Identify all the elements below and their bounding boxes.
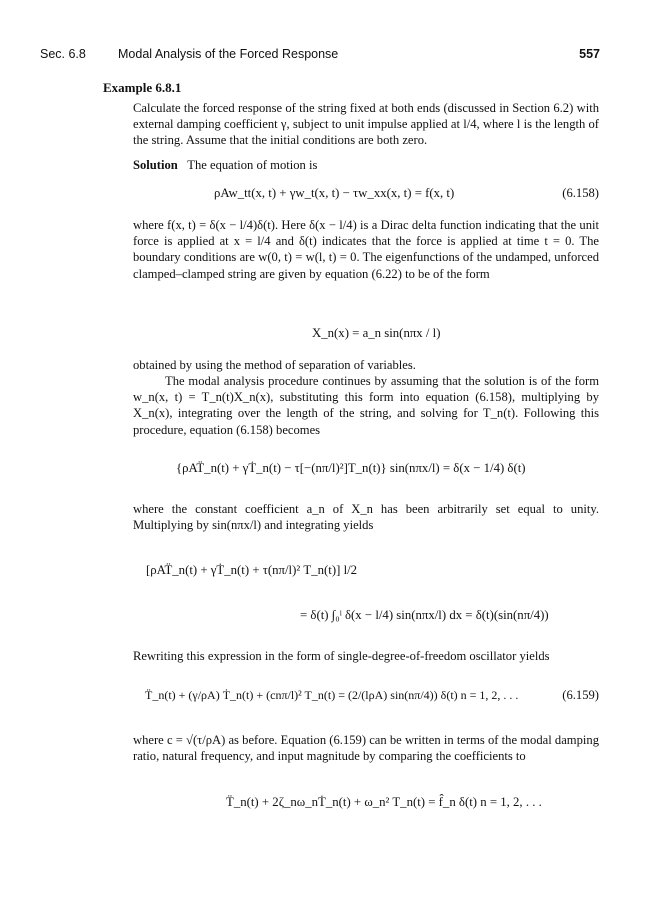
solution-line bbox=[133, 157, 599, 173]
paragraph-forcing-definition: where f(x, t) = δ(x − l/4)δ(t). Here δ(x − l/4) is a Dirac delta function indicating that the unit force is applied at x = l/4 and δ(t) indicates that the force is applied at time t = 0. The boundary conditions are w(0, t) = w(l, t) = 0. The eigenfunctions of the undamped, unforced clamped–clamped string are given by equation (6.22) to be of the form bbox=[133, 218, 599, 281]
solution-label: Solution bbox=[133, 158, 178, 172]
equation-6-159: T̈_n(t) + (γ/ρA) Ṫ_n(t) + (cnπ/l)² T_n(t) = (2/(lρA) sin(nπ/4)) δ(t) n = 1, 2, . . . bbox=[145, 688, 519, 702]
paragraph-rewriting: Rewriting this expression in the form of single-degree-of-freedom oscillator yields bbox=[133, 649, 550, 663]
equation-6-158: ρAw_tt(x, t) + γw_t(x, t) − τw_xx(x, t) = f(x, t) bbox=[214, 186, 455, 200]
paragraph-wave-speed: where c = √(τ/ρA) as before. Equation (6.159) can be written in terms of the modal damping ratio, natural frequency, and input magnitude by comparing the coefficients to bbox=[133, 733, 599, 764]
running-header bbox=[40, 47, 600, 65]
projected-equation: {ρAT̈_n(t) + γṪ_n(t) − τ[−(nπ/l)²]T_n(t)} sin(nπx/l) = δ(x − 1/4) δ(t) bbox=[176, 461, 526, 475]
paragraph-separation-of-variables: obtained by using the method of separation of variables. bbox=[133, 358, 416, 372]
equation-number-6-158: (6.158) bbox=[562, 186, 599, 200]
paragraph-constant-coefficient: where the constant coefficient a_n of X_n has been arbitrarily set equal to unity. Multiplying by sin(nπx/l) and integrating yields bbox=[133, 502, 599, 533]
solution-intro: The equation of motion is bbox=[187, 158, 318, 172]
equation-number-6-159: (6.159) bbox=[562, 688, 599, 702]
integrated-equation-lhs: [ρAT̈_n(t) + γṪ_n(t) + τ(nπ/l)² T_n(t)] l/2 bbox=[146, 563, 358, 577]
modal-comparison-equation: T̈_n(t) + 2ζ_nω_nṪ_n(t) + ω_n² T_n(t) = f̂_n δ(t) n = 1, 2, . . . bbox=[226, 795, 542, 809]
section-label: Sec. 6.8 bbox=[40, 47, 86, 61]
problem-statement: Calculate the forced response of the string fixed at both ends (discussed in Section 6.2) with external damping coefficient γ, subject to unit impulse applied at l/4, where l is the length of the string. Assume that the initial conditions are both zero. bbox=[133, 101, 599, 148]
integrated-equation-rhs: = δ(t) ∫₀ˡ δ(x − l/4) sin(nπx/l) dx = δ(t)(sin(nπ/4)) bbox=[300, 608, 549, 622]
header-title: Modal Analysis of the Forced Response bbox=[118, 47, 339, 61]
example-heading: Example 6.8.1 bbox=[103, 80, 182, 95]
page-number: 557 bbox=[579, 47, 600, 61]
paragraph-modal-procedure: The modal analysis procedure continues by assuming that the solution is of the form w_n(x, t) = T_n(t)X_n(x), substituting this form into equation (6.158), multiplying by X_n(x), integrating over the length of the string, and solving for T_n(t). Following this procedure, equation (6.158) becomes bbox=[133, 374, 599, 437]
eigenfunction-equation: X_n(x) = a_n sin(nπx / l) bbox=[312, 326, 441, 340]
